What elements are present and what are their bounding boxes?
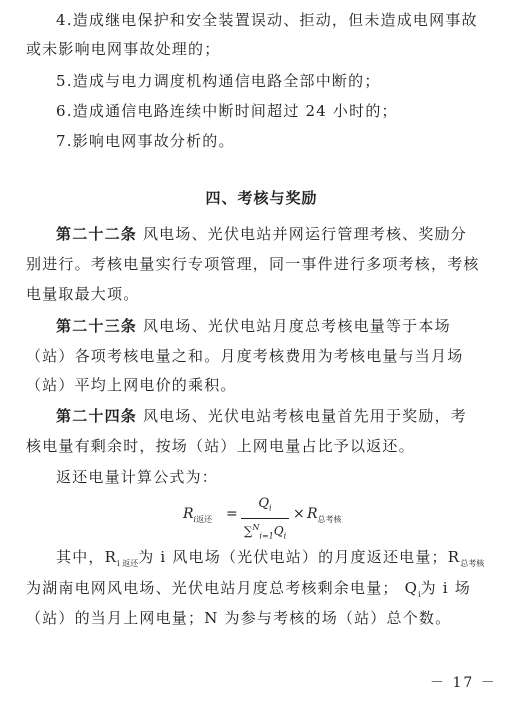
formula-rhs-symbol: R (307, 506, 318, 522)
article-24-label: 第二十四条 (56, 407, 138, 425)
formula-lhs-symbol: R (183, 506, 194, 522)
article-24-line-1 (56, 406, 467, 426)
formula-intro: 返还电量计算公式为： (56, 468, 219, 486)
section-heading: 四、考核与奖励 (205, 189, 318, 207)
article-23-label: 第二十三条 (56, 317, 138, 335)
article-24-line-2: 核电量有剩余时，按场（站）上网电量占比予以返还。 (26, 437, 415, 455)
explain-line-1 (56, 547, 484, 574)
article-23-text-1: 风电场、光伏电站月度总考核电量等于本场 (137, 317, 451, 335)
explain-line-2 (26, 578, 471, 605)
explain-line-2-sub: i (418, 590, 421, 599)
explain-line-3: （站）的当月上网电量；N 为参与考核的场（站）总个数。 (26, 609, 452, 627)
fraction-bar (241, 518, 289, 519)
explain-line-1-sub2: 总考核 (460, 559, 485, 568)
article-23-line-2: （站）各项考核电量之和。月度考核费用为考核电量与当月场 (26, 347, 464, 365)
item-7: 7.影响电网事故分析的。 (56, 132, 235, 150)
explain-line-1-a: 其中，R (56, 548, 118, 566)
formula-denominator: $\sum^N_{i=1}Q_i$ (243, 522, 287, 540)
formula-rhs (307, 506, 342, 525)
article-22-line-2: 别进行。考核电量实行专项管理，同一事件进行多项考核，考核 (26, 255, 480, 273)
item-6: 6.造成通信电路连续中断时间超过 24 小时的； (56, 102, 398, 120)
item-4-line-1: 4.造成继电保护和安全装置误动、拒动，但未造成电网事故 (56, 11, 478, 29)
article-22-text-1: 风电场、光伏电站并网运行管理考核、奖励分 (137, 225, 467, 243)
explain-line-2-b: 为 i 场 (420, 579, 471, 597)
item-5: 5.造成与电力调度机构通信电路全部中断的； (56, 72, 381, 90)
item-4-line-2: 或未影响电网事故处理的； (26, 40, 221, 58)
page-number: － 17 － (430, 675, 497, 691)
article-22-line-3: 电量取最大项。 (26, 285, 140, 303)
formula-rhs-sub: 总考核 (317, 514, 342, 524)
formula-times: × (293, 506, 305, 522)
explain-line-2-a: 为湖南电网风电场、光伏电站月度总考核剩余电量； Q (26, 579, 419, 597)
explain-line-1-sub: i 返还 (117, 559, 139, 568)
article-22-line-1 (56, 224, 467, 244)
article-23-line-3: （站）平均上网电价的乘积。 (26, 376, 237, 394)
formula-numerator: $Q_i$ (258, 496, 272, 513)
formula-equals: = (226, 506, 238, 522)
explain-line-1-b: 为 i 风电场（光伏电站）的月度返还电量；R (138, 548, 461, 566)
formula-fraction (241, 496, 289, 544)
formula-lhs-sub: 返还 (196, 514, 213, 524)
formula-lhs (183, 506, 212, 525)
formula-lhs-index: i (193, 514, 197, 524)
article-23-line-1 (56, 316, 451, 336)
article-22-label: 第二十二条 (56, 225, 138, 243)
article-24-text-1: 风电场、光伏电站考核电量首先用于奖励，考 (137, 407, 467, 425)
